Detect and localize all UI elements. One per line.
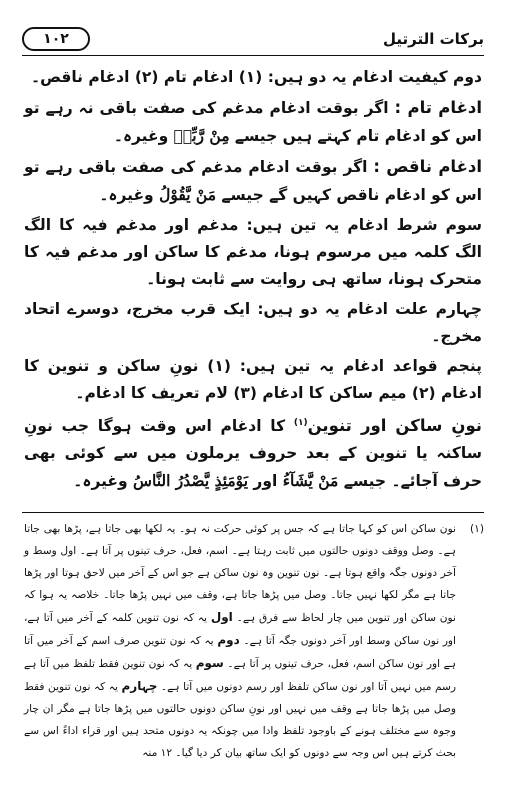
text-span: نون ساکن اس کو کہا جاتا ہے کہ جس پر کوئی حرکت نہ ہو۔ یہ لکھا بھی جاتا ہے، پڑھا بھی جاتا ہے۔ وصل ووقف دونوں حالتوں میں ثابت رہتا ہے۔ اسم، فعل، حرف تینوں پر آتا ہے۔ اول وسط و آخر دونوں جگہ واقع ہوتا ہے۔ نون تنوین وہ نون ساکن ہے جو اس کے آخر میں لاحق ہوتا اور پڑھا جاتا ہے مگر لکھا نہیں جاتا۔ وصل میں پڑھا جاتا ہے، وقف میں نہیں پڑھا جاتا۔ خلاصہ یہ ہوا کہ نون ساکن اور تنوین میں چار لحاظ سے فرق ہے۔ xyxy=(24,523,456,624)
arabic-example: مَنْ يَّشَآءُ xyxy=(282,471,339,491)
footnote-divider xyxy=(22,512,484,513)
term-noon-sakin: نونِ ساکن اور تنوین xyxy=(307,416,482,436)
paragraph-idgham-taam xyxy=(24,94,482,150)
footnote-keyword: اول xyxy=(210,610,233,624)
text-span: وغیرہ۔ xyxy=(113,127,174,145)
text-span: یہ کہ نون تنوین صرف اسم کے آخر میں آتا ہے اور نون ساکن اسم، فعل، حرف تینوں پر آتا ہے۔ xyxy=(24,635,456,670)
text-span: کا ادغام اس وقت ہوگا جب نونِ ساکنہ یا تنوین کے بعد حروف یرملون میں سے کوئی بھی حرف آجائے۔ جیسے xyxy=(24,417,482,491)
text-span: وغیرہ۔ xyxy=(99,186,160,204)
arabic-example: يَوْمَئِذٍ يَّصْدُرُ النَّاسُ xyxy=(133,471,249,491)
paragraph-idgham-causes: چہارم علت ادغام یہ دو ہیں: ایک قرب مخرج، دوسرے اتحاد مخرج۔ xyxy=(24,300,482,345)
text-span: اور xyxy=(248,472,283,491)
page-number: ۱۰۲ xyxy=(22,27,90,51)
paragraph-idgham-rules: پنجم قواعد ادغام یہ تین ہیں: (۱) نونِ ساکن و تنوین کا ادغام (۲) میم ساکن کا ادغام (۳) لام تعریف کا ادغام۔ xyxy=(24,357,482,402)
footnote-mark: (۱) xyxy=(470,523,484,535)
arabic-example: مِنْ رَّبِّهٖ xyxy=(173,126,230,145)
header-divider xyxy=(22,55,484,56)
term-idgham-naqis: ادغام ناقص : xyxy=(373,157,482,176)
main-text xyxy=(24,64,482,498)
footnote-keyword: دوم xyxy=(217,633,240,647)
text-span: یہ کہ نون تنوین فقط وصل میں پڑھا جاتا ہے وقف میں نہیں اور نونِ ساکن دونوں حالتوں میں پڑھا جاتا ہے مگر ان چار وجوہ سے مختلف ہونے کے باوجود تلفظ وادا میں چونکہ یہ دونوں متحد ہیں اور قراء اداءً اس سے بحث کرتے ہیں اس وجہ سے دونوں کو ایک ساتھ بیان کر دیا گیا۔ ۱۲ منہ xyxy=(24,681,456,759)
paragraph-idgham-conditions: سوم شرط ادغام یہ تین ہیں: مدغم اور مدغم فیہ کا الگ الگ کلمہ میں مرسوم ہونا، مدغم کا ساکن اور مدغم فیہ کا متحرک ہونا، ساتھ ہی روایت سے ثابت ہونا۔ xyxy=(24,216,482,288)
text-span: یہ کہ نون تنوین فقط تلفظ میں آتا ہے رسم میں نہیں آتا اور نون ساکن تلفظ اور رسم دونوں میں آتا ہے۔ xyxy=(24,658,456,693)
footnote xyxy=(24,518,482,764)
text-span: اگر بوقت ادغام مدغم کی صفت باقی رہے تو اس کو ادغام ناقص کہیں گے جیسے xyxy=(24,158,482,204)
footnote-keyword: چہارم xyxy=(121,679,158,693)
book-title: برکات الترتیل xyxy=(383,30,484,48)
paragraph-idgham-types: دوم کیفیت ادغام یہ دو ہیں: (۱) ادغام تام (۲) ادغام ناقص۔ xyxy=(30,68,482,86)
text-span: یہ کہ نون تنوین کلمہ کے آخر میں آتا ہے، اور نون ساکن وسط اور آخر دونوں جگہ آتا ہے۔ xyxy=(24,612,456,647)
footnote-reference: (۱) xyxy=(293,418,308,428)
arabic-example: مَنْ يَّقُوْلُ xyxy=(159,185,216,204)
paragraph-noon-sakin xyxy=(24,410,482,495)
text-span: وغیرہ۔ xyxy=(73,472,134,491)
page-header xyxy=(22,26,484,54)
footnote-keyword: سوم xyxy=(195,656,224,670)
term-idgham-taam: ادغام تام : xyxy=(394,98,482,117)
text-span: اگر بوقت ادغام مدغم کی صفت باقی نہ رہے تو اس کو ادغام تام کہتے ہیں جیسے xyxy=(24,99,482,145)
footnote-text xyxy=(24,518,456,764)
paragraph-idgham-naqis xyxy=(24,153,482,209)
